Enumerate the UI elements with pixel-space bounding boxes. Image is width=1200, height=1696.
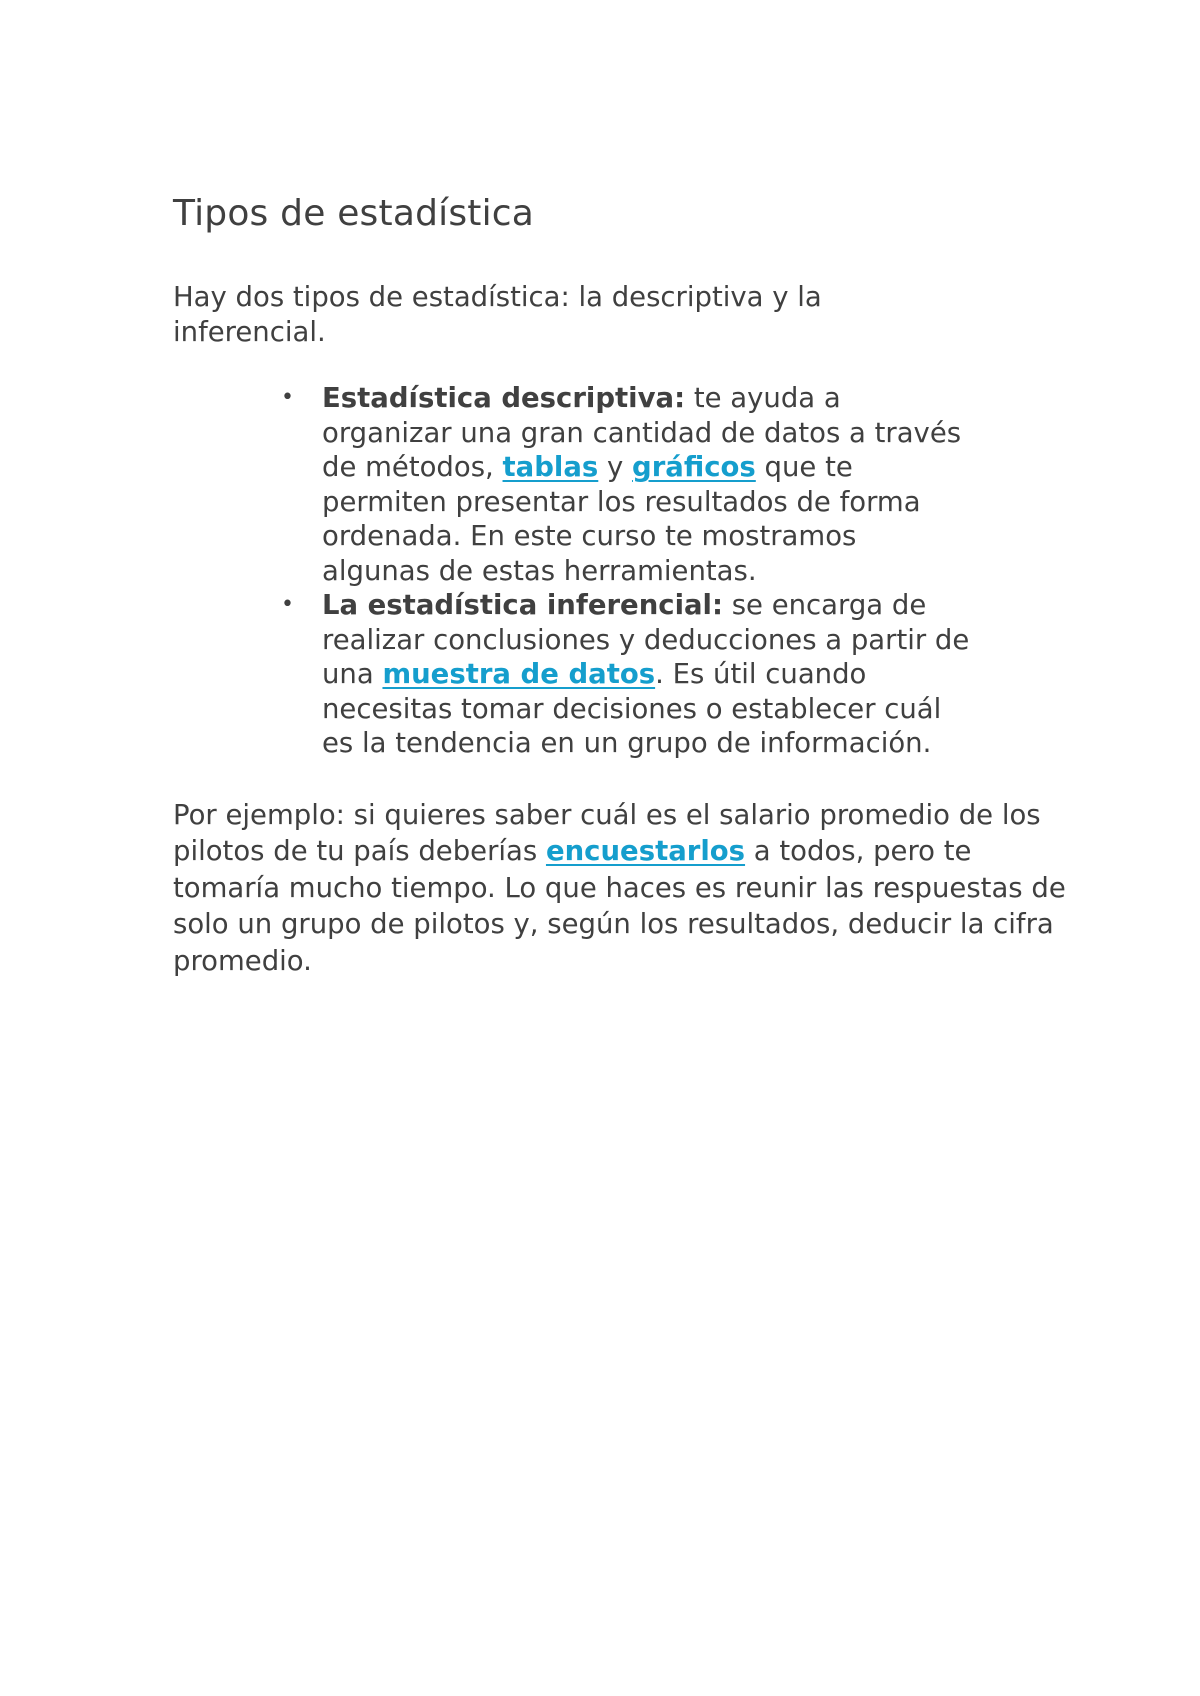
term-label: La estadística inferencial: bbox=[322, 589, 723, 621]
page-title: Tipos de estadística bbox=[173, 193, 535, 234]
bullet-text: que te permiten presentar los resultados de forma ordenada. En este curso te mostramos algunas de estas herramientas. bbox=[322, 451, 921, 587]
intro-paragraph: Hay dos tipos de estadística: la descriptiva y la inferencial. bbox=[173, 281, 822, 348]
example-text: Por ejemplo: si quieres saber cuál es el salario promedio de los pilotos de tu país deberías bbox=[173, 798, 1041, 867]
bullet-list bbox=[173, 381, 1073, 761]
link-graficos[interactable]: gráficos bbox=[632, 451, 756, 483]
bullet-icon: • bbox=[281, 592, 294, 617]
bullet-text: se encarga de realizar conclusiones y deducciones a partir de una bbox=[322, 589, 970, 690]
list-item-inferencial bbox=[281, 588, 972, 761]
term-label: Estadística descriptiva: bbox=[322, 382, 686, 414]
link-encuestarlos[interactable]: encuestarlos bbox=[545, 835, 746, 867]
example-text: a todos, pero te tomaría mucho tiempo. Lo que haces es reunir las respuestas de solo un grupo de pilotos y, según los resultados, deducir la cifra promedio. bbox=[173, 835, 1066, 977]
link-muestra-de-datos[interactable]: muestra de datos bbox=[382, 658, 656, 690]
bullet-text: te ayuda a organizar una gran cantidad de datos a través de métodos, bbox=[322, 382, 962, 483]
bullet-icon: • bbox=[281, 385, 294, 410]
document-page bbox=[173, 190, 1073, 979]
example-paragraph bbox=[173, 797, 1073, 980]
link-tablas[interactable]: tablas bbox=[502, 451, 599, 483]
bullet-text: . Es útil cuando necesitas tomar decisiones o establecer cuál es la tendencia en un grupo de información. bbox=[322, 658, 942, 759]
bullet-text: y bbox=[598, 451, 633, 483]
list-item-descriptiva bbox=[281, 381, 972, 588]
